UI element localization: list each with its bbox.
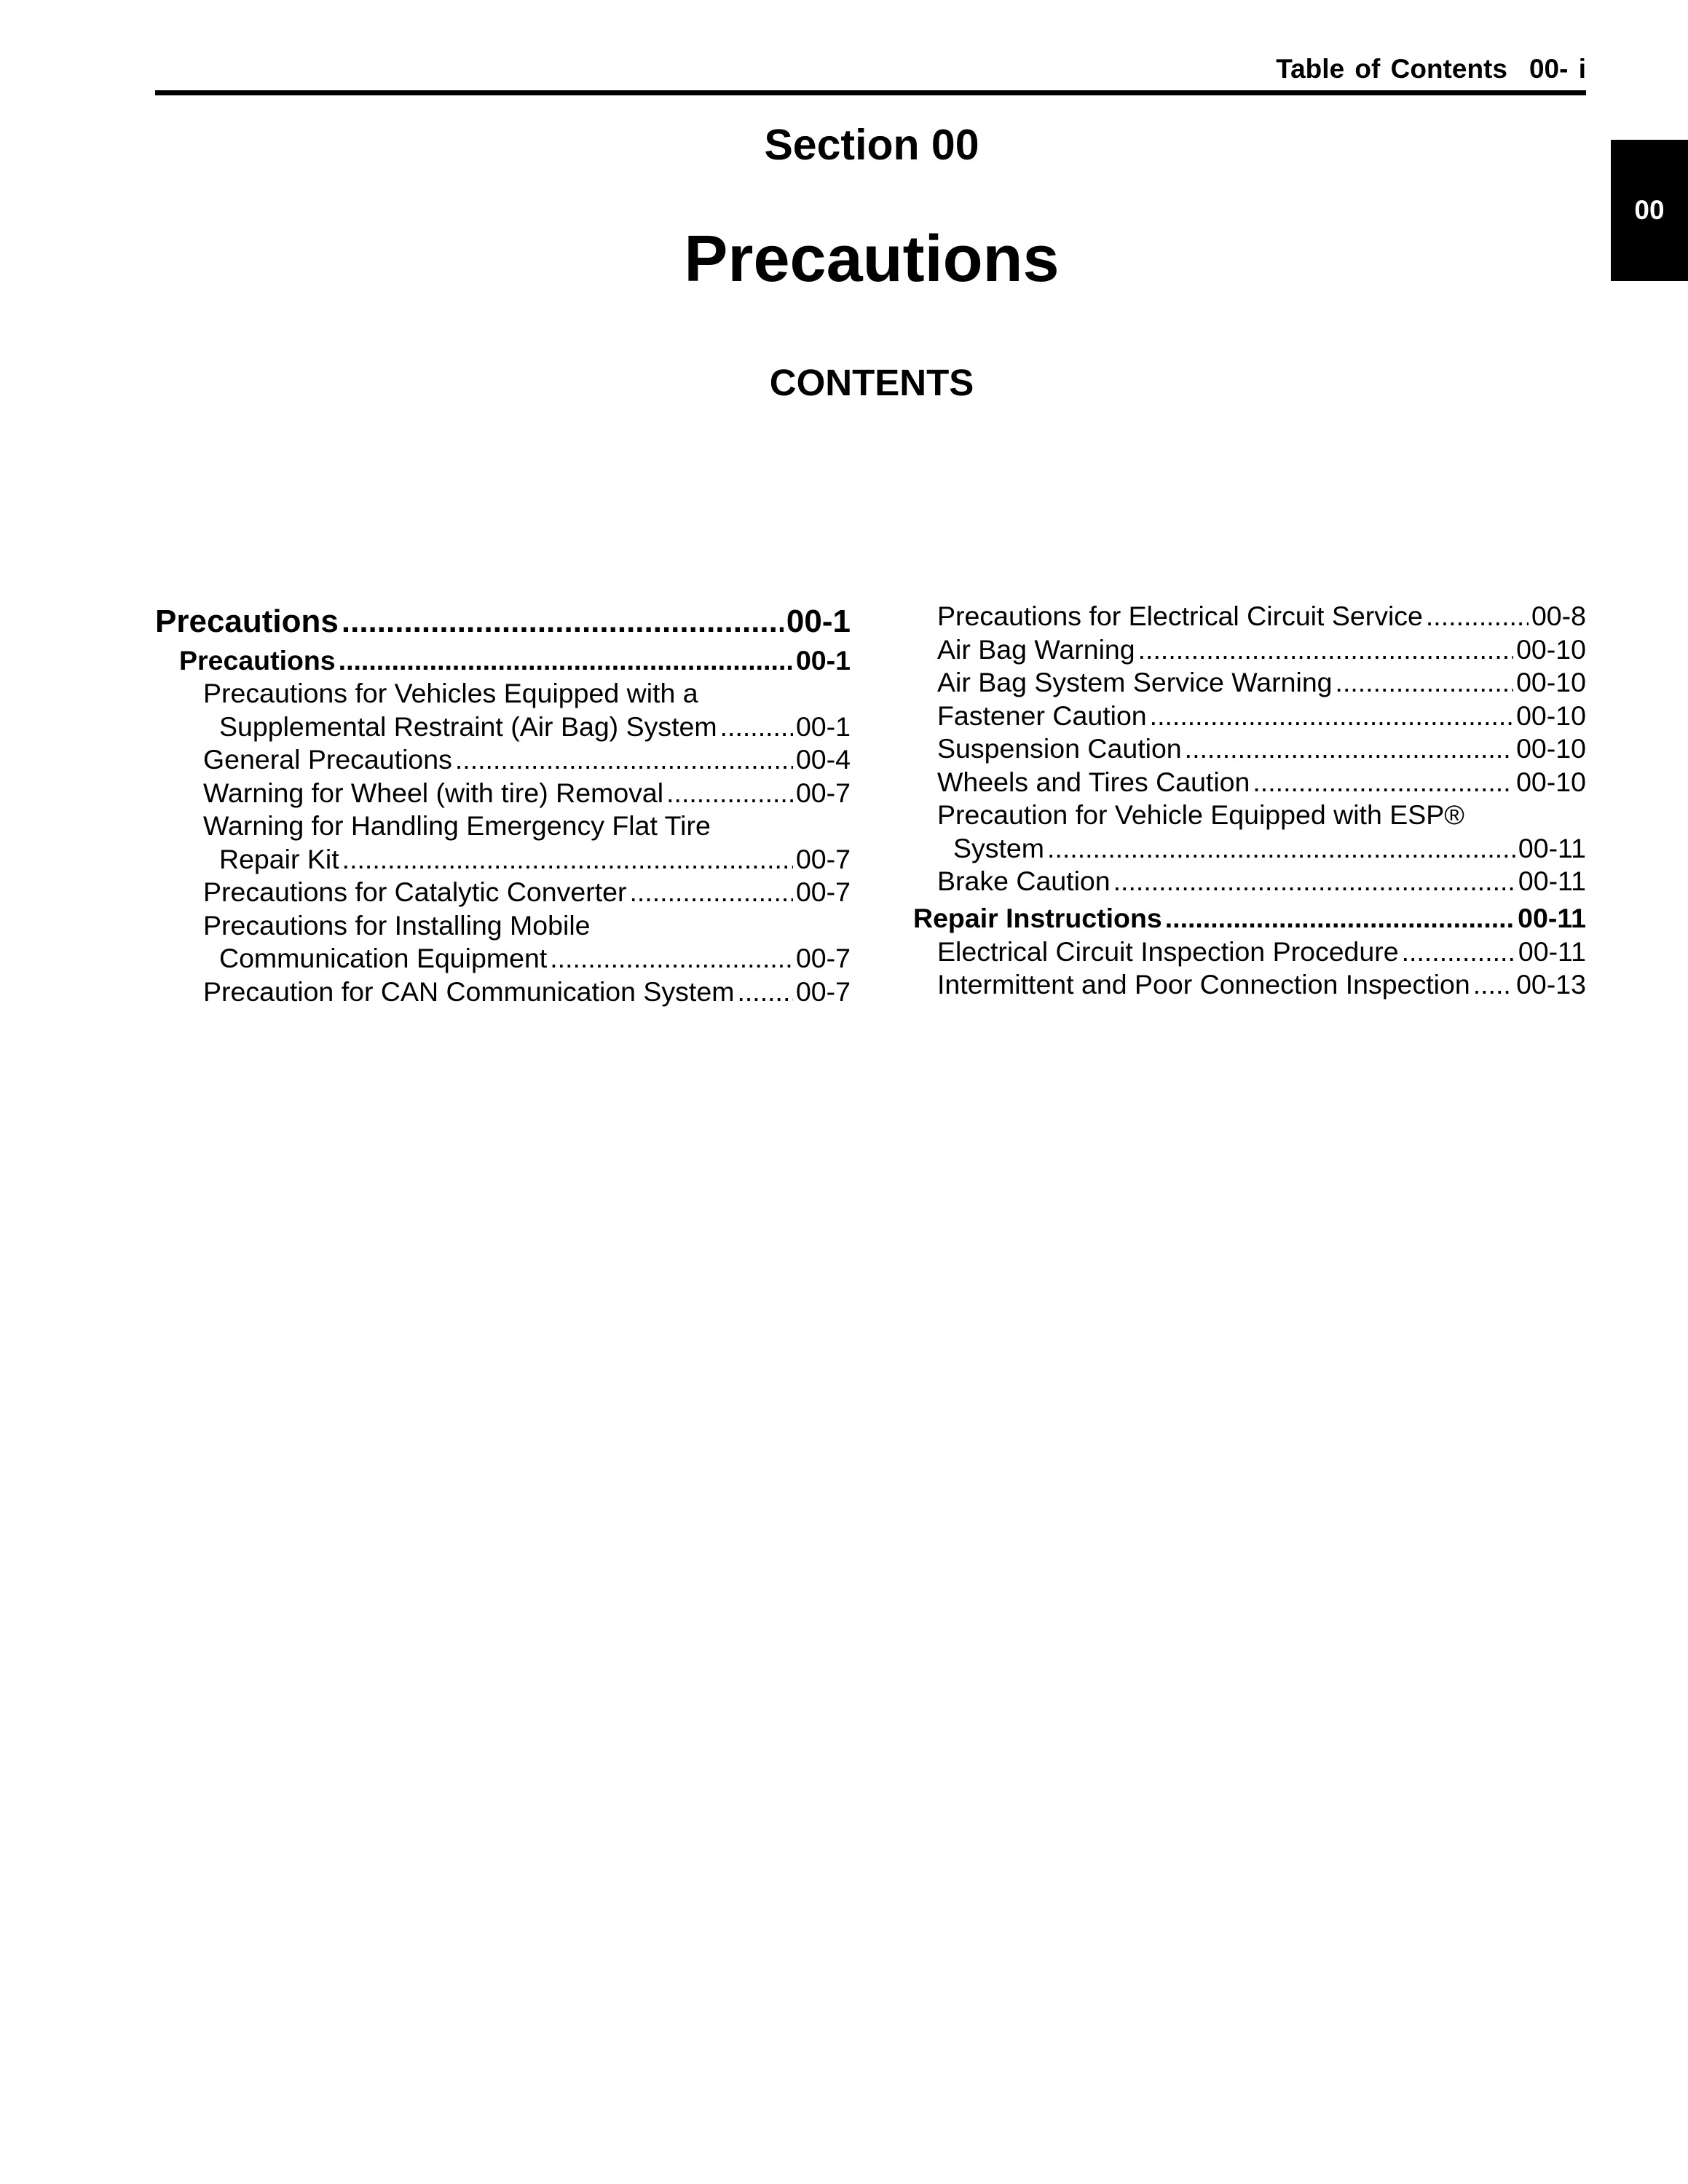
toc-entry-page: 00-10 [1516,633,1586,665]
leader-dots [1185,732,1513,766]
toc-entry-circuit-inspection[interactable] [913,935,1586,969]
toc-entry-text: General Precautions [203,744,452,775]
leader-dots [630,876,793,909]
leader-dots [339,644,793,677]
toc-entry-page: 00-11 [1518,832,1586,863]
toc-entry-text: Warning for Wheel (with tire) Removal [203,777,664,808]
toc-entry-repair-instructions[interactable] [913,901,1586,935]
toc-entry-wheels-tires-caution[interactable] [913,766,1586,799]
leader-dots [1336,666,1514,700]
toc-entry-text: Precautions for Installing Mobile [203,909,591,941]
toc-entry-page: 00-8 [1531,601,1586,631]
toc-entry-page: 00-10 [1516,667,1586,697]
leader-dots [342,843,793,877]
toc-entry-brake-caution[interactable] [913,865,1586,898]
toc-entry-text: Precautions for Electrical Circuit Service [937,601,1423,631]
header-title: Table of Contents [1276,54,1507,84]
toc-entry-suspension-caution[interactable] [913,732,1586,766]
toc-entry-text: System [953,832,1045,863]
leader-dots [1426,600,1529,633]
toc-entry-page: 00-7 [795,843,851,874]
toc-entry-catalytic-converter[interactable] [155,876,851,909]
toc-entry-text: Precaution for Vehicle Equipped with ESP® [937,799,1464,830]
toc-entry-precautions-section[interactable] [155,600,851,644]
leader-dots [737,976,793,1009]
toc-entry-text: Warning for Handling Emergency Flat Tire [203,810,711,841]
header-rule [155,90,1586,95]
contents-heading: CONTENTS [769,362,974,403]
page-title: Precautions [684,223,1060,296]
toc-entry-text: Air Bag System Service Warning [937,667,1333,697]
leader-dots [1253,766,1513,799]
toc-entry-can-communication[interactable] [155,976,851,1009]
toc-entry-page: 00-1 [795,645,851,676]
toc-entry-precautions[interactable] [155,644,851,677]
toc-entry-flat-tire-kit[interactable] [155,810,851,876]
leader-dots [1047,832,1515,866]
toc-entry-text: Brake Caution [937,866,1111,896]
section-label: Section 00 [764,121,979,169]
toc-entry-text: Electrical Circuit Inspection Procedure [937,935,1399,967]
toc-entry-page: 00-11 [1518,935,1586,967]
page-header [155,52,1586,86]
toc-entry-text: Supplemental Restraint (Air Bag) System [219,711,717,742]
leader-dots [720,711,793,744]
toc-entry-general-precautions[interactable] [155,743,851,777]
toc-right-column [913,600,1586,1002]
leader-dots [455,743,793,777]
leader-dots [1402,935,1515,969]
toc-entry-page: 00-7 [795,943,851,973]
toc-entry-page: 00-13 [1516,969,1586,1000]
toc-entry-text: Air Bag Warning [937,633,1135,665]
toc-entry-page: 00-7 [795,877,851,907]
toc-entry-poor-connection-inspection[interactable] [913,968,1586,1002]
leader-dots [1473,968,1513,1002]
toc-entry-text: Precautions [179,645,336,676]
toc-left-column [155,600,851,1008]
leader-dots [342,600,784,644]
toc-entry-electrical-circuit-service[interactable] [913,600,1586,633]
leader-dots [550,942,793,976]
toc-entry-text: Wheels and Tires Caution [937,766,1250,797]
toc-entry-text: Suspension Caution [937,733,1182,764]
toc-entry-mobile-communication[interactable] [155,909,851,976]
toc-entry-page: 00-7 [795,976,851,1007]
toc-entry-page: 00-11 [1518,866,1586,896]
toc-entry-text: Communication Equipment [219,943,548,973]
toc-entry-text: Precaution for CAN Communication System [203,976,735,1007]
toc-entry-page: 00-1 [786,604,851,639]
toc-entry-page: 00-1 [795,711,851,742]
toc-entry-page: 00-4 [795,744,851,775]
leader-dots [666,777,793,810]
toc-entry-text: Repair Instructions [913,902,1162,933]
toc-entry-text: Precautions for Vehicles Equipped with a [203,678,698,708]
toc-entry-wheel-removal[interactable] [155,777,851,810]
toc-entry-air-bag-service-warning[interactable] [913,666,1586,700]
toc-entry-esp-vehicle[interactable] [913,799,1586,865]
toc-entry-page: 00-10 [1516,766,1586,797]
toc-entry-text: Precautions for Catalytic Converter [203,877,627,907]
toc-entry-air-bag-vehicles[interactable] [155,677,851,743]
header-page-number: 00- i [1529,54,1586,84]
toc-entry-text: Repair Kit [219,843,339,874]
leader-dots [1138,633,1513,667]
toc-entry-page: 00-7 [795,777,851,808]
toc-entry-air-bag-warning[interactable] [913,633,1586,667]
leader-dots [1165,901,1515,935]
leader-dots [1150,700,1513,733]
toc-entry-text: Fastener Caution [937,700,1147,731]
section-tab-label: 00 [1634,195,1665,225]
toc-entry-text: Precautions [155,604,339,639]
toc-entry-fastener-caution[interactable] [913,700,1586,733]
toc-entry-page: 00-11 [1518,902,1586,933]
toc-entry-text: Intermittent and Poor Connection Inspection [937,969,1470,1000]
toc-entry-page: 00-10 [1516,700,1586,731]
toc-entry-page: 00-10 [1516,733,1586,764]
leader-dots [1113,865,1515,898]
